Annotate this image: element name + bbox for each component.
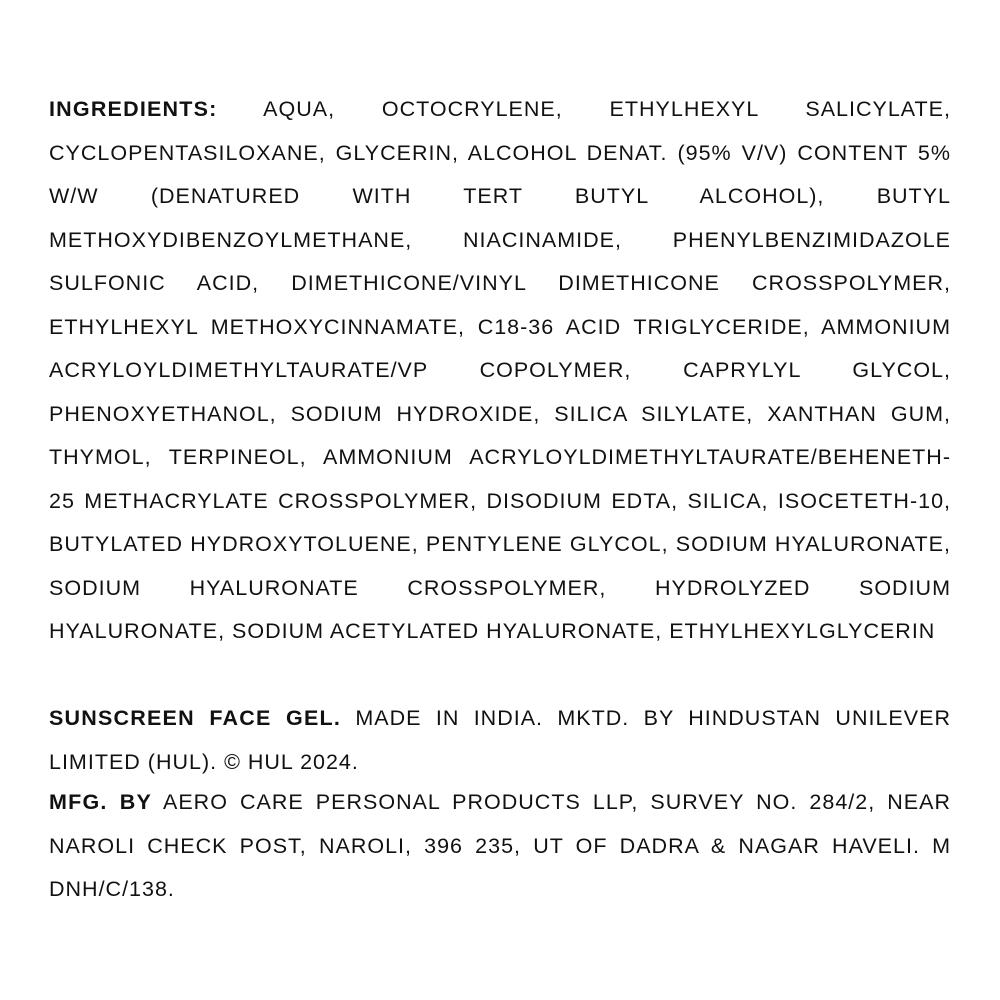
ingredients-list: AQUA, OCTOCRYLENE, ETHYLHEXYL SALICYLATE, CYCLOPENTASILOXANE, GLYCERIN, ALCOHOL DENAT. (95% V/V) CONTENT 5% W/W (DENATURED WITH TERT BUTYL ALCOHOL), BUTYL METHOXYDIBENZOYLMETHANE, NIACINAMIDE, PHENYLBENZIMIDAZOLE SULFONIC ACID, DIMETHICONE/VINYL DIMETHICONE CROSSPOLYMER, ETHYLHEXYL METHOXYCINNAMATE, C18-36 ACID TRIGLYCERIDE, AMMONIUM ACRYLOYLDIMETHYLTAURATE/VP COPOLYMER, CAPRYLYL GLYCOL, PHENOXYETHANOL, SODIUM HYDROXIDE, SILICA SILYLATE, XANTHAN GUM, THYMOL, TERPINEOL, AMMONIUM ACRYLOYLDIMETHYLTAURATE/BEHENETH- 25 METHACRYLATE CROSSPOLYMER, DISODIUM EDTA, SILICA, ISOCETETH-10, BUTYLATED HYDROXYTOLUENE, PENTYLENE GLYCOL, SODIUM HYALURONATE, SODIUM HYALURONATE CROSSPOLYMER, HYDROLYZED SODIUM HYALURONATE, SODIUM ACETYLATED HYALURONATE, ETHYLHEXYLGLYCERIN [49, 97, 951, 643]
product-paragraph [49, 697, 951, 784]
manufacturer-paragraph [49, 781, 951, 912]
ingredients-paragraph [49, 88, 951, 654]
ingredients-heading: INGREDIENTS: [49, 97, 218, 121]
manufacturer-address: AERO CARE PERSONAL PRODUCTS LLP, SURVEY NO. 284/2, NEAR NAROLI CHECK POST, NAROLI, 396 235, UT OF DADRA & NAGAR HAVELI. M DNH/C/138. [49, 790, 951, 901]
manufacturer-heading: MFG. BY [49, 790, 153, 814]
marketed-by-text: MADE IN INDIA. MKTD. BY HINDUSTAN UNILEVER LIMITED (HUL). © HUL 2024. [49, 706, 951, 774]
product-name: SUNSCREEN FACE GEL. [49, 706, 342, 730]
